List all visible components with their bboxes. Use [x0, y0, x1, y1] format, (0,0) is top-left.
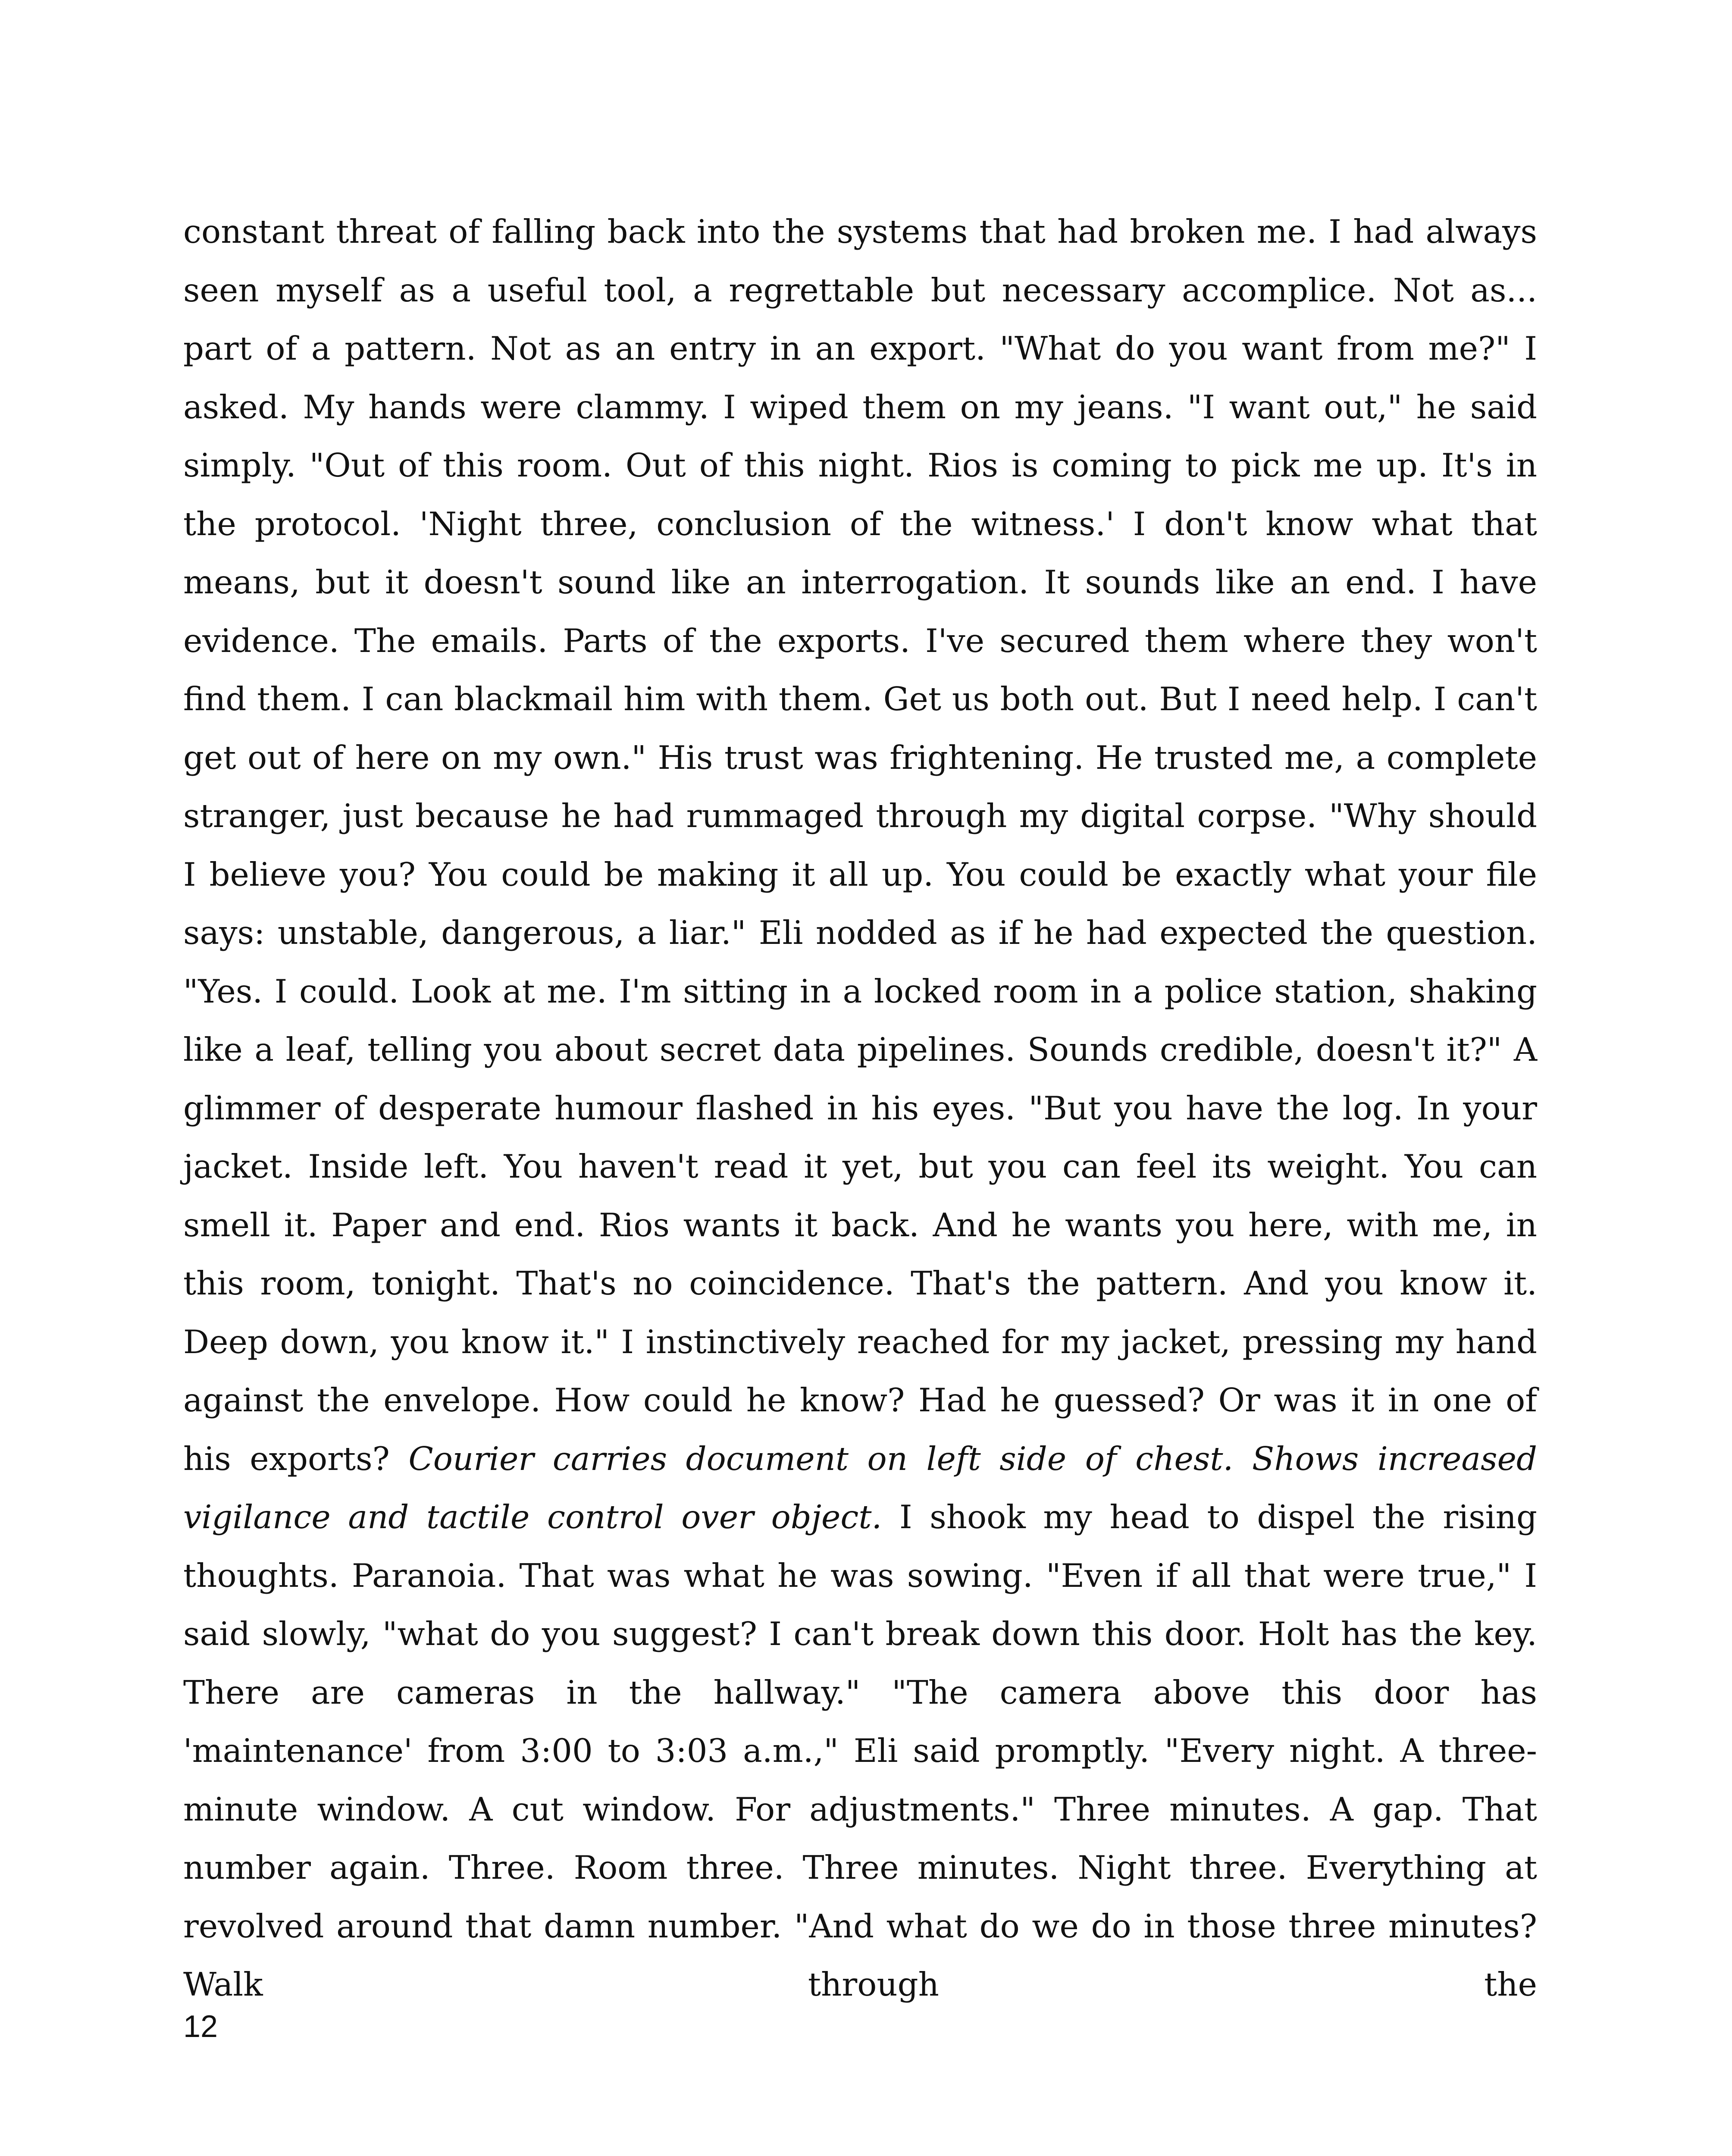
body-paragraph [183, 203, 1537, 2014]
paragraph-text-before-italic: constant threat of falling back into the systems that had broken me. I had always seen myself as a useful tool, a regrettable but necessary accomplice. Not as... part of a pattern. Not as an entry in an export. "What do you want from me?" I asked. My hands were clammy. I wiped them on my jeans. "I want out," he said simply. "Out of this room. Out of this night. Rios is coming to pick me up. It's in the protocol. 'Night three, conclusion of the witness.' I don't know what that means, but it doesn't sound like an interrogation. It sounds like an end. I have evidence. The emails. Parts of the exports. I've secured them where they won't find them. I can blackmail him with them. Get us both out. But I need help. I can't get out of here on my own." His trust was frightening. He trusted me, a complete stranger, just because he had rummaged through my digital corpse. "Why should I believe you? You could be making it all up. You could be exactly what your file says: unstable, dangerous, a liar." Eli nodded as if he had expected the question. "Yes. I could. Look at me. I'm sitting in a locked room in a police station, shaking like a leaf, telling you about secret data pipelines. Sounds credible, doesn't it?" A glimmer of desperate humour flashed in his eyes. "But you have the log. In your jacket. Inside left. You haven't read it yet, but you can feel its weight. You can smell it. Paper and end. Rios wants it back. And he wants you here, with me, in this room, tonight. That's no coincidence. That's the pattern. And you know it. Deep down, you know it." I instinctively reached for my jacket, pressing my hand against the envelope. How could he know? Had he guessed? Or was it in one of his exports? [183, 213, 1537, 1478]
paragraph-text-after-italic: I shook my head to dispel the rising thoughts. Paranoia. That was what he was sowing. "Even if all that were true," I said slowly, "what do you suggest? I can't break down this door. Holt has the key. There are cameras in the hallway." "The camera above this door has 'maintenance' from 3:00 to 3:03 a.m.," Eli said promptly. "Every night. A three-minute window. A cut window. For adjustments." Three minutes. A gap. That number again. Three. Room three. Three minutes. Night three. Everything at revolved around that damn number. "And what do we do in those three minutes? Walk through the [183, 1498, 1537, 2003]
page-number: 12 [183, 2009, 218, 2044]
paragraph-italic-text: Courier carries document on left side of chest. Shows increased vigilance and tactile control over object. [183, 1439, 1537, 1536]
